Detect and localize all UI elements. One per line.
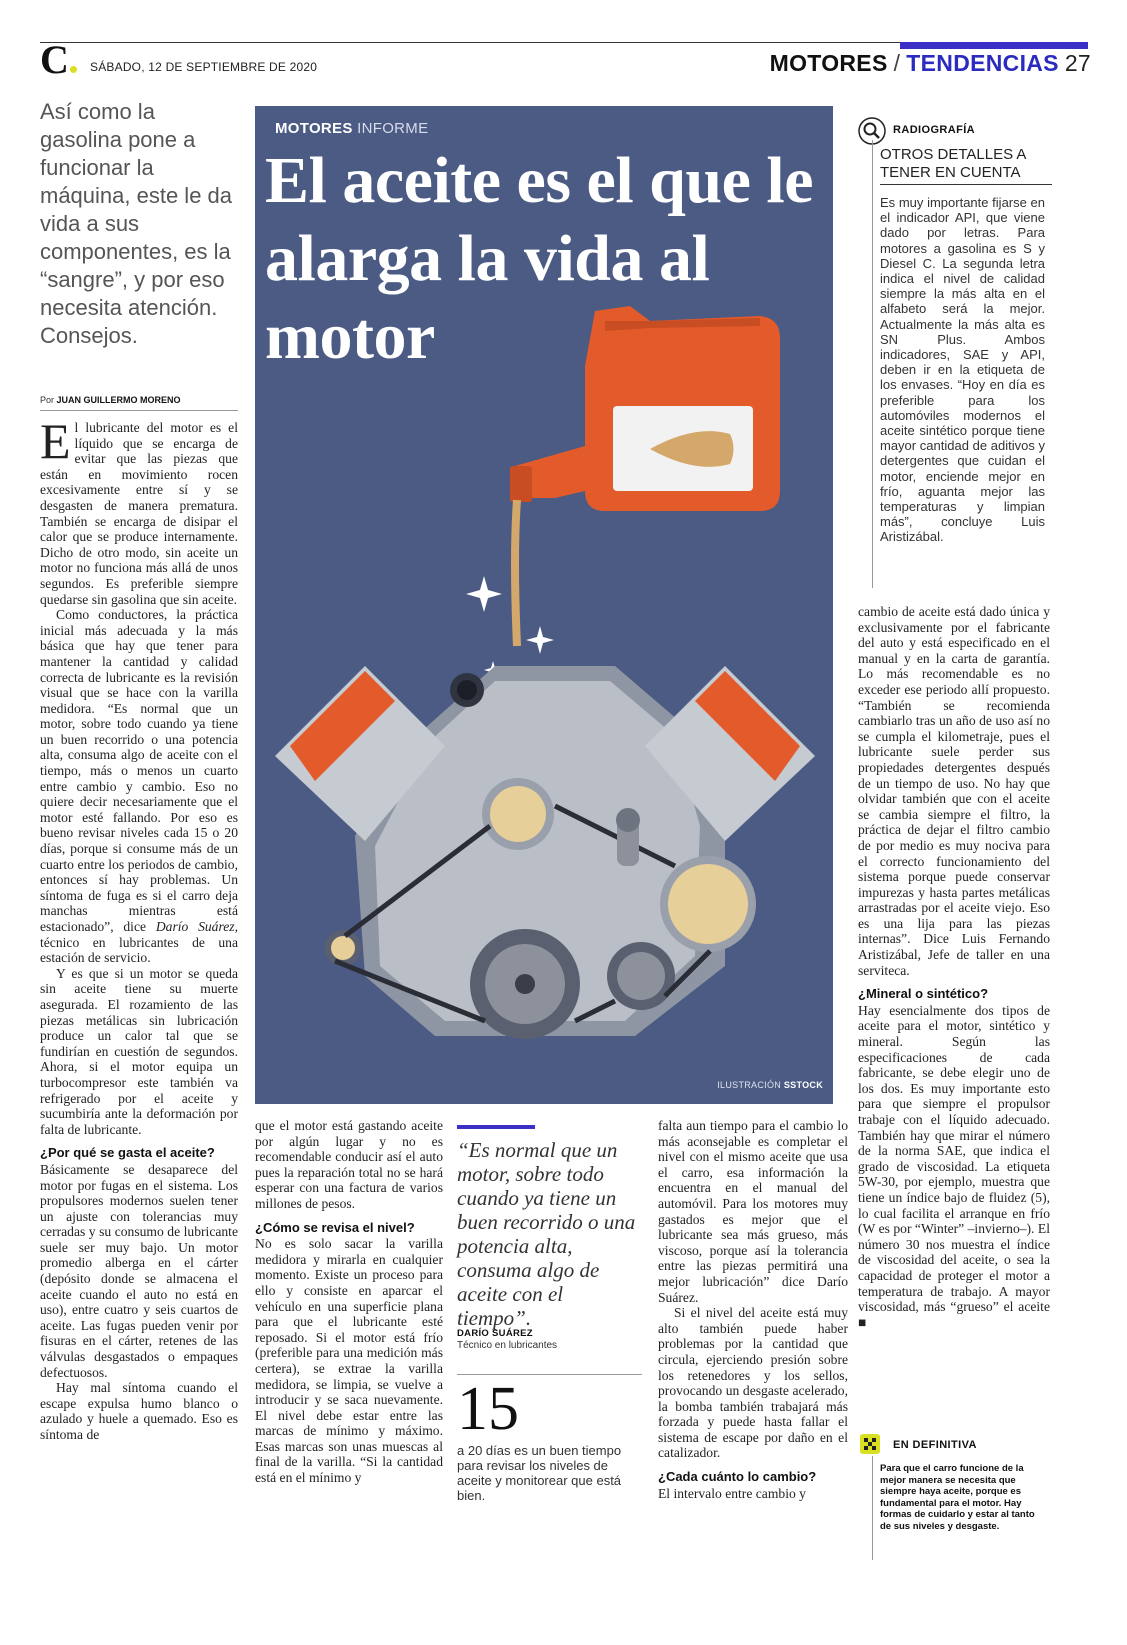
sparkle-icon — [466, 576, 502, 612]
article-column-2: que el motor está gastando aceite por algún lugar y no es recomendable conducir así el auto pues la reparación total no se hará esperar con una factura de varios millones de pesos. ¿Cómo se revisa el nivel? No es solo sacar la varilla medidora y mirarla en cualquier momento. Existe un proceso para ello y consiste en aparcar el vehículo en una superficie plana para que el lubricante esté reposado. Si el motor está frío (preferible para una medición más certera), se extrae la varilla medidora, se limpia, se vuelve a introducir y se saca nuevamente. El nivel debe estar entre las marcas de mínimo y máximo. Esas marcas son unas muescas al final de la varilla. “Si la cantidad está en el mínimo y — [255, 1118, 443, 1486]
oil-stream — [515, 500, 517, 646]
end-mark: ■ — [858, 1314, 867, 1330]
byline-author: JUAN GUILLERMO MORENO — [56, 395, 181, 405]
section-tendencias: TENDENCIAS — [906, 50, 1059, 76]
drop-cap: E — [40, 413, 71, 469]
section-separator: / — [893, 50, 901, 76]
article-column-4: falta aun tiempo para el cambio lo más aconsejable es completar el nivel con el mismo aceite que usa el carro, esa información la encuentra en el manual del automóvil. Para los motores muy gastados es mejor que el lubricante sea más grueso, más viscoso, porque así la tolerancia entre las piezas permitirá una mejor lubricación” dice Darío Suárez. Si el nivel del aceite está muy alto también puede haber problemas por la cantidad que circula, ejerciendo presión sobre los retenedores y los sellos, provocando un desgaste acelerado, la bomba también trabajará más forzada y puede hasta fallar el sistema de escape por daño en el catalizador. ¿Cada cuánto lo cambio? El intervalo entre cambio y — [658, 1118, 848, 1501]
summary-rule — [872, 1456, 873, 1560]
hero-illustration — [255, 106, 833, 1104]
stat-number: 15 — [457, 1375, 519, 1443]
newspaper-logo: C — [40, 40, 77, 80]
section-header — [770, 50, 1091, 77]
byline: Por JUAN GUILLERMO MORENO — [40, 395, 181, 405]
sparkle-icon — [526, 626, 554, 654]
subhead-cada-cuanto: ¿Cada cuánto lo cambio? — [658, 1469, 817, 1485]
subhead-por-que: ¿Por qué se gasta el aceite? — [40, 1145, 215, 1161]
logo-dot-icon — [70, 66, 77, 73]
pull-quote: “Es normal que un motor, sobre todo cuando ya tiene un buen recorrido o una potencia alta, consuma algo de aceite con el tiempo”. — [457, 1138, 636, 1330]
summary-kicker: EN DEFINITIVA — [893, 1439, 977, 1451]
stat-text: a 20 días es un buen tiempo para revisar los niveles de aceite y monitorear que está bien. — [457, 1443, 622, 1503]
page-number: 27 — [1064, 50, 1091, 76]
header-date: SÁBADO, 12 DE SEPTIEMBRE DE 2020 — [90, 60, 318, 74]
quote-author: DARÍO SUÁREZ — [457, 1328, 533, 1339]
subhead-como-revisa: ¿Cómo se revisa el nivel? — [255, 1219, 415, 1235]
hero-kicker: MOTORES INFORME — [275, 120, 429, 137]
sidebar-title: OTROS DETALLES A TENER EN CUENTA — [880, 146, 1026, 181]
article-column-5: cambio de aceite está dado única y exclusivamente por el fabricante del auto y está especificado en el manual y en la carta de garantía. Lo más recomendable es no exceder ese periodo allí propuesto. “También se recomienda cambiarlo tras un año de uso así no se cumpla el kilometraje, pues el lubricante suele perder sus propiedades detergentes después de un tiempo de uso. No hay que olvidar también que con el aceite se cambia siempre el filtro, la práctica de dejar el filtro cambio de por medio es muy nociva para el correcto funcionamiento del sistema porque puede conservar impurezas y hasta partes metálicas arrastradas por el aceite viejo. Eso es una lija para las piezas internas”. Dice Luis Fernando Aristizábal, Jefe de taller en una serviteca. ¿Mineral o sintético? Hay esencialmente dos tipos de aceite para el motor, sintético y mineral. Según las especificaciones de cada fabricante, se debe elegir uno de los dos. Es muy importante esto para que siempre el propulsor trabaje con el líquido adecuado. También hay que mirar el número de la norma SAE, que indica el grado de viscosidad. La etiqueta 5W-30, por ejemplo, muestra que tiene un índice bajo de fluidez (5), lo cual facilita el arranque en frío (W es por “Winter” –invierno–). El número 30 nos muestra el índice de viscosidad del aceite, o sea la capacidad de proteger el motor a temperatura de trabajo. A mayor viscosidad, más “grueso” el aceite ■ — [858, 604, 1050, 1330]
sidebar-body: Es muy importante fijarse en el indicador API, que viene dado por letras. Para motores a gasolina es S y Diesel C. La segunda letra indica el nivel de calidad siempre la más alta en el alfabeto será la mejor. Actualmente la más alta es SN Plus. Ambos indicadores, SAE y API, deben ir en la etiqueta de los envases. “Hoy en día es preferible para los automóviles modernos el aceite sintético porque tiene mayor cantidad de aditivos y detergentes que cuidan el motor, enciende mejor en frío, aguanta mejor las temperaturas y limpian más”, concluye Luis Aristizábal. — [880, 195, 1045, 545]
quote-accent-bar — [457, 1125, 535, 1129]
section-motores: MOTORES — [769, 50, 888, 76]
engine-block-icon — [275, 666, 815, 1039]
subhead-mineral-sintetico: ¿Mineral o sintético? — [858, 986, 989, 1002]
summary-body: Para que el carro funcione de la mejor manera se necesita que siempre haya aceite, porque es fundamental para el motor. Hay formas de cuidarlo y estar al tanto de sus niveles y desgaste. — [880, 1463, 1035, 1532]
article-column-1: El lubricante del motor es el líquido que se encarga de evitar que las piezas que están en movimiento rocen excesivamente entre sí y se desgasten de manera prematura. También se encarga de disipar el calor que se produce internamente. Dicho de otro modo, sin aceite un motor no funciona más allá de unos segundos. Es preferible siempre quedarse sin gasolina que sin aceite. Como conductores, la práctica inicial más adecuada y la más básica que hay que tener para mantener la cantidad y calidad correcta de lubricante es la revisión visual que se hace con la varilla medidora. “Es normal que un motor, sobre todo cuando ya tiene un buen recorrido o una potencia alta, consuma algo de aceite con el tiempo, más o menos un cuarto entre cambio y cambio. Eso no quiere decir necesariamente que el motor esté fallando. Por eso es bueno revisar niveles cada 15 o 20 días, porque si consume más de un cuarto entre los periodos de cambio, entonces sí hay problemas. Un síntoma de fuga es si el carro deja manchas mientras está estacionado”, dice Darío Suárez, técnico en lubricantes de una estación de servicio. Y es que si un motor se queda sin aceite tiene su muerte asegurada. El rozamiento de las piezas metálicas sin lubricación produce un calor tal que se fundirían en cuestión de segundos. Ahora, si el motor equipa un turbocompresor este también va refrigerado por el aceite y sucumbiría ante la deformación por falta de lubricante. ¿Por qué se gasta el aceite? Básicamente se desaparece del motor por fugas en el sistema. Los propulsores modernos suelen tener un ajuste con tolerancias muy cerradas y su consumo de lubricante suele ser muy bajo. Un motor promedio alberga en el cárter (depósito donde se almacena el aceite cuando el auto no está en uso), entre cuatro y seis cuartos de aceite. Las fugas pueden venir por fisuras en el cárter, retenes de las válvulas desgastados o empaques defectuosos. Hay mal síntoma cuando el escape expulsa humo blanco o azulado y huele a quemado. Eso es síntoma de — [40, 413, 238, 1442]
article-intro: Así como la gasolina pone a funcionar la máquina, este le da vida a sus componentes, es la “sangre”, y por eso necesita atención. Consejos. — [40, 99, 233, 348]
sidebar-title-rule — [880, 184, 1052, 185]
quote-author-role: Técnico en lubricantes — [457, 1340, 558, 1351]
article-headline: El aceite es el que le alarga la vida al motor — [265, 144, 814, 373]
sidebar-kicker: RADIOGRAFÍA — [893, 124, 976, 136]
summary-icon — [860, 1434, 880, 1454]
section-accent-bar — [900, 42, 1088, 49]
illustration-credit: ILUSTRACIÓN SSTOCK — [717, 1080, 823, 1090]
byline-rule — [40, 410, 238, 411]
sidebar-rule — [872, 140, 873, 588]
